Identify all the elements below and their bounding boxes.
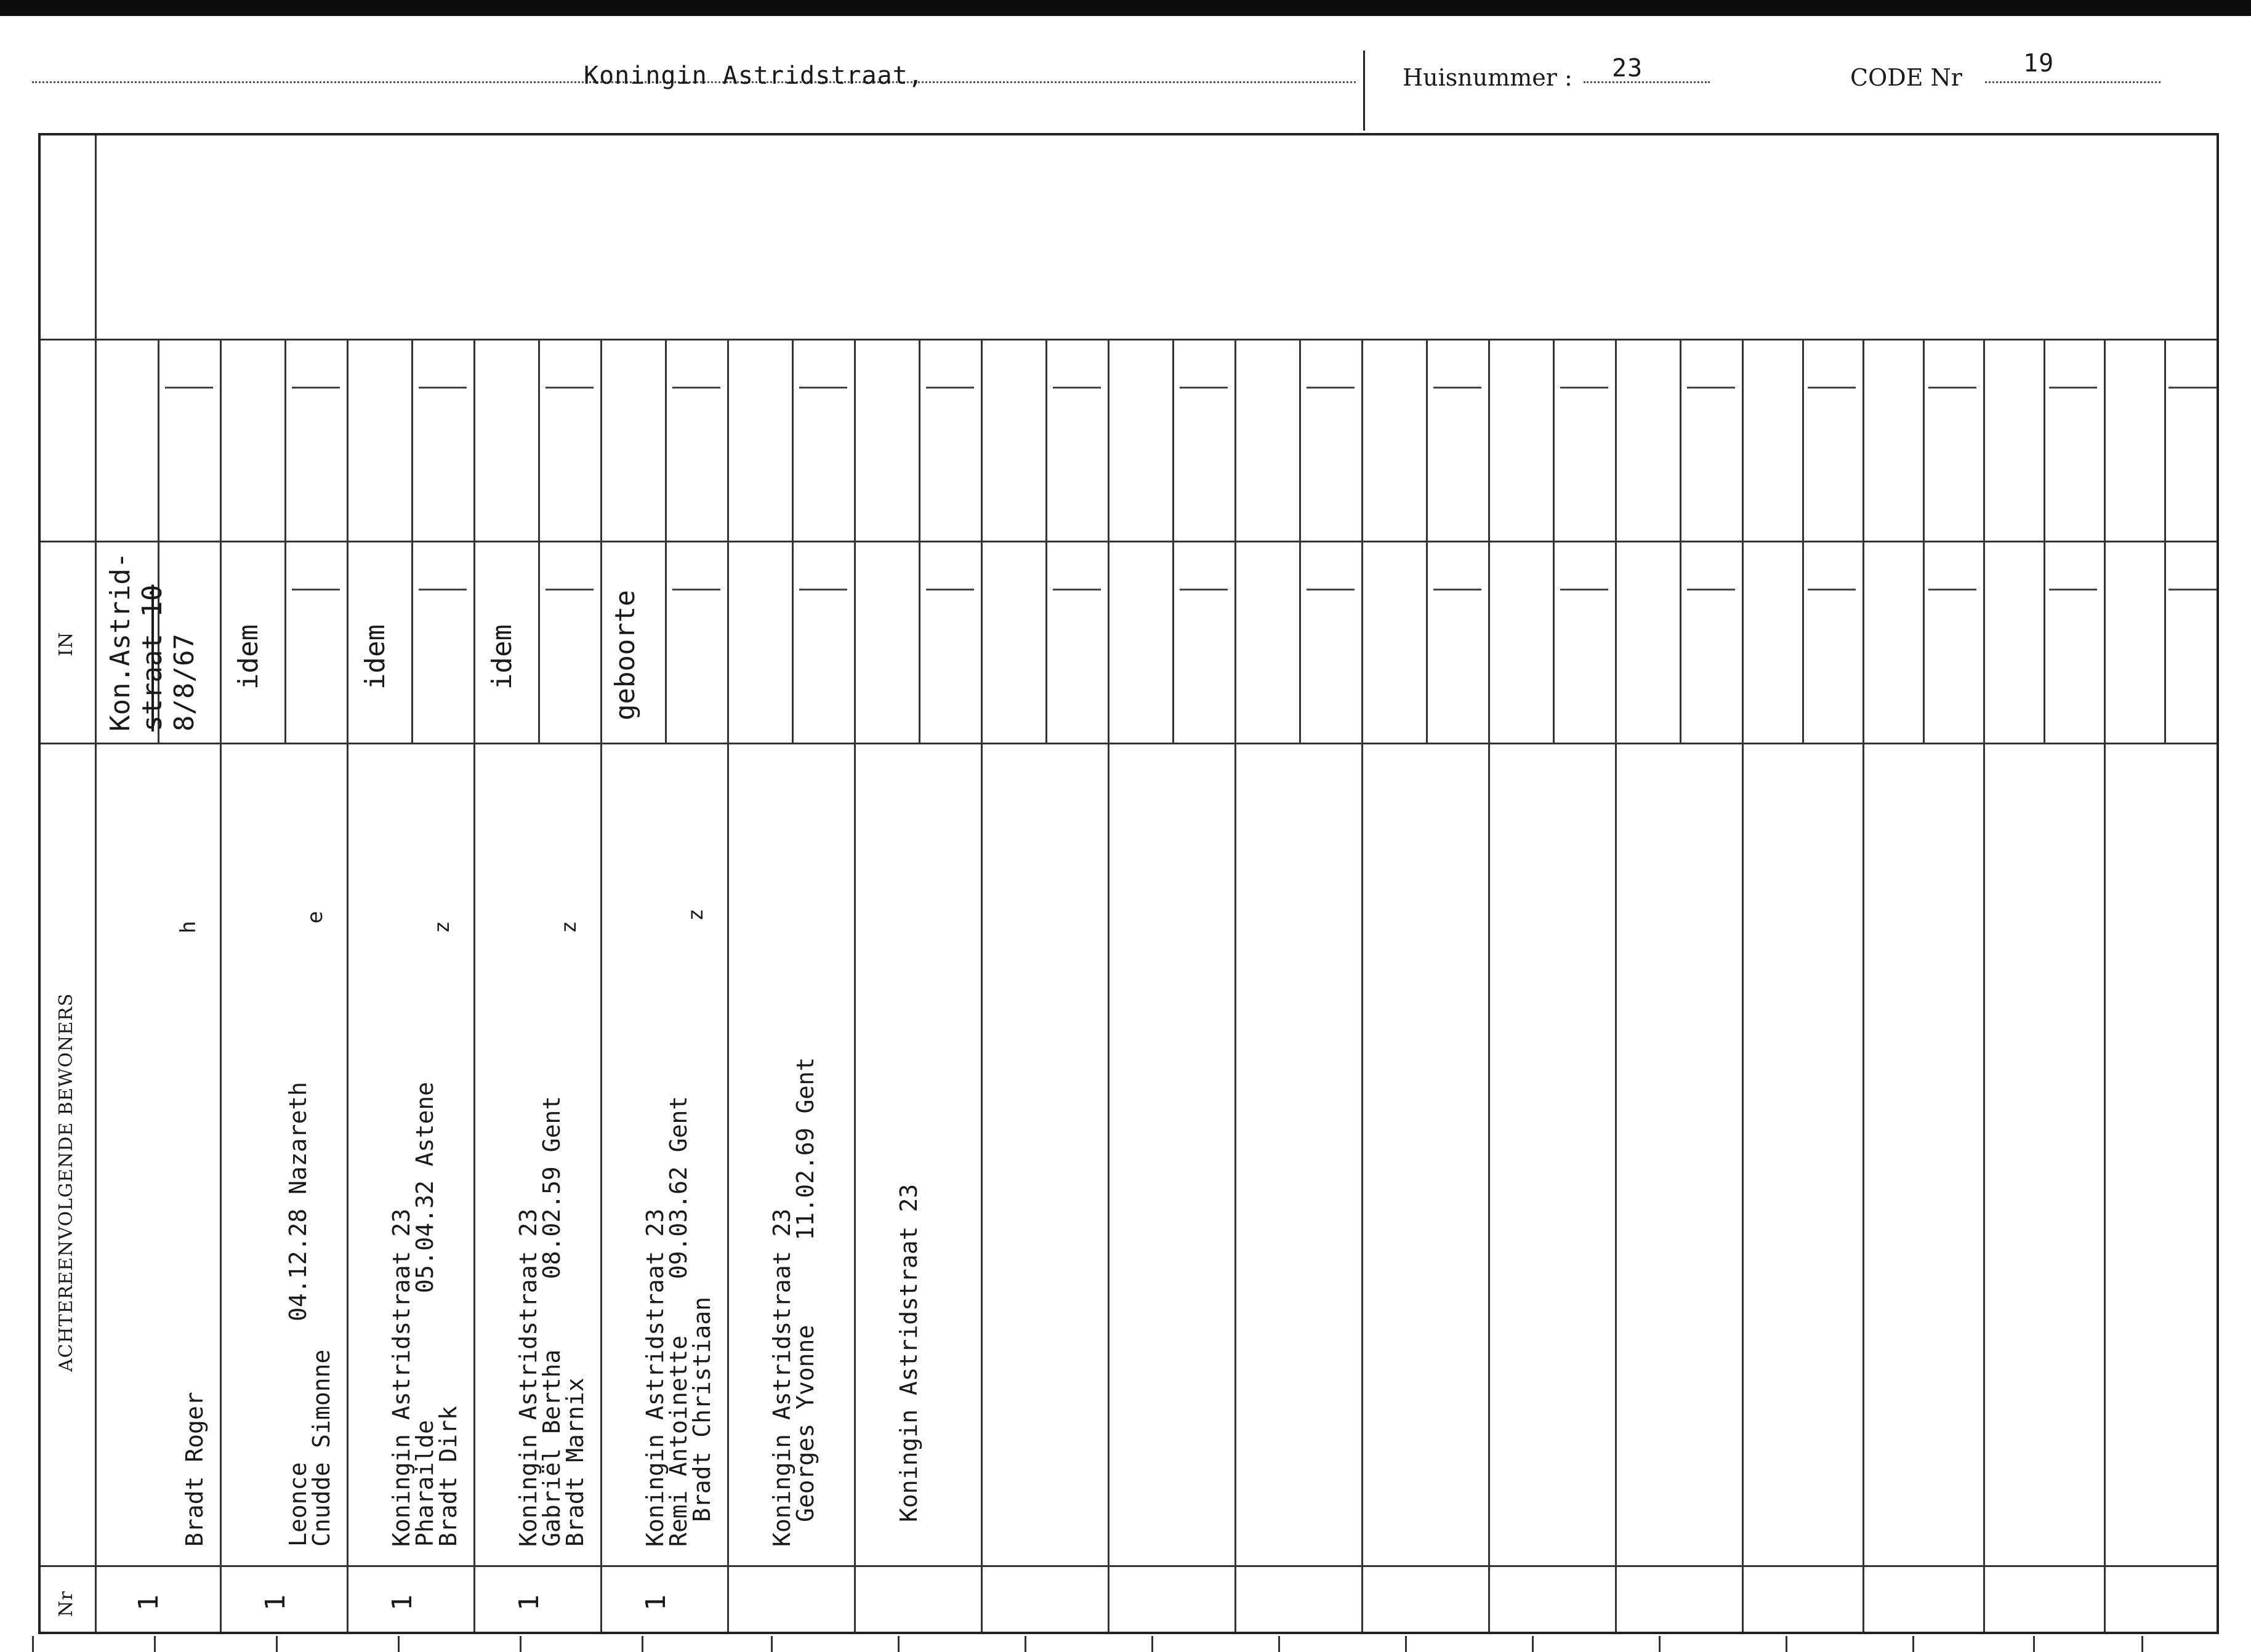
dash-mark bbox=[546, 387, 594, 389]
dash-mark bbox=[1180, 589, 1228, 590]
record-5-nr: 1 bbox=[640, 1594, 672, 1611]
col-line bbox=[1361, 339, 1363, 1632]
col-line bbox=[1108, 339, 1109, 1632]
bottom-tick bbox=[771, 1636, 773, 1652]
record-4-sex: z bbox=[557, 921, 581, 933]
dash-mark bbox=[1433, 387, 1481, 389]
col-line bbox=[1983, 339, 1985, 1632]
dash-mark bbox=[1053, 589, 1101, 590]
bottom-tick bbox=[898, 1636, 900, 1652]
sub-line bbox=[1426, 339, 1428, 743]
record-1-given-names-birth: Leonce 04.12.28 Nazareth bbox=[284, 1082, 312, 1547]
col-line bbox=[1234, 339, 1236, 1632]
sub-line bbox=[1923, 339, 1925, 743]
bottom-tick bbox=[1659, 1636, 1661, 1652]
bottom-tick bbox=[1786, 1636, 1787, 1652]
street-value: Koningin Astridstraat, bbox=[584, 62, 924, 90]
dash-mark bbox=[1687, 589, 1735, 590]
dash-mark bbox=[419, 387, 467, 389]
in-top-line bbox=[41, 541, 2217, 542]
record-5-in: geboorte bbox=[610, 590, 641, 720]
register-grid bbox=[38, 133, 2219, 1634]
dash-mark bbox=[1687, 387, 1735, 389]
bottom-tick bbox=[1025, 1636, 1026, 1652]
record-1-in-line3: 8/8/67 bbox=[169, 634, 200, 731]
code-value: 19 bbox=[2023, 49, 2055, 78]
record-3-address: Koningin Astridstraat 23 bbox=[642, 1208, 669, 1547]
bottom-tick bbox=[520, 1636, 521, 1652]
record-2-sex: e bbox=[303, 911, 328, 924]
bottom-tick bbox=[2141, 1636, 2143, 1652]
dash-mark bbox=[926, 387, 974, 389]
dash-mark bbox=[1928, 589, 1976, 590]
bottom-tick bbox=[1405, 1636, 1407, 1652]
record-4-given-names-birth: Remi Antoinette 09.03.62 Gent bbox=[665, 1095, 692, 1547]
sub-line bbox=[919, 339, 920, 743]
record-2-in: idem bbox=[233, 624, 264, 690]
col-line bbox=[1862, 339, 1864, 1632]
house-number-value: 23 bbox=[1612, 54, 1643, 83]
record-1-name: Bradt Roger bbox=[181, 1392, 208, 1547]
dash-mark bbox=[1808, 589, 1856, 590]
top-border-bar bbox=[0, 0, 2251, 16]
column-label-residents: ACHTEREENVOLGENDE BEWONERS bbox=[55, 993, 77, 1372]
sub-line bbox=[411, 339, 413, 743]
dash-mark bbox=[926, 589, 974, 590]
bottom-tick bbox=[32, 1636, 34, 1652]
record-5-sex: z bbox=[683, 908, 708, 921]
record-5-resident bbox=[616, 1057, 995, 1522]
sub-line bbox=[284, 339, 286, 743]
label-column-line bbox=[95, 135, 97, 1632]
sub-line bbox=[1172, 339, 1174, 743]
col-line bbox=[1742, 339, 1744, 1632]
house-number-label: Huisnummer : bbox=[1403, 64, 1572, 91]
record-4-in: idem bbox=[486, 624, 518, 690]
bottom-tick bbox=[1151, 1636, 1153, 1652]
dash-mark bbox=[1307, 589, 1355, 590]
bottom-tick bbox=[276, 1636, 278, 1652]
bottom-tick bbox=[1912, 1636, 1914, 1652]
dash-mark bbox=[1560, 387, 1608, 389]
sub-line bbox=[538, 339, 540, 743]
record-2-address: Koningin Astridstraat 23 bbox=[515, 1208, 542, 1547]
record-3-given-names-birth: Gabriël Bertha 08.02.59 Gent bbox=[538, 1095, 565, 1547]
sub-line bbox=[1045, 339, 1047, 743]
dash-mark bbox=[2049, 387, 2097, 389]
record-4-name: Bradt Marnix bbox=[562, 1377, 589, 1547]
record-3-nr: 1 bbox=[387, 1594, 418, 1611]
sub-line bbox=[2044, 339, 2045, 743]
sub-line bbox=[1553, 339, 1555, 743]
sub-line bbox=[1680, 339, 1681, 743]
dash-mark bbox=[799, 387, 847, 389]
column-label-nr: Nr bbox=[55, 1590, 77, 1617]
record-1-address: Koningin Astridstraat 23 bbox=[388, 1208, 415, 1547]
dash-mark bbox=[2168, 387, 2217, 389]
bottom-tick bbox=[398, 1636, 400, 1652]
dash-mark bbox=[672, 387, 720, 389]
dash-mark bbox=[165, 387, 213, 389]
dash-mark bbox=[799, 589, 847, 590]
sub-line bbox=[1299, 339, 1301, 743]
bottom-tick bbox=[2033, 1636, 2035, 1652]
dash-mark bbox=[1808, 387, 1856, 389]
col-line bbox=[1488, 339, 1490, 1632]
record-3-sex: z bbox=[430, 921, 454, 933]
code-dotted-line bbox=[1985, 81, 2160, 83]
house-number-dotted-line bbox=[1584, 81, 1710, 83]
uit-top-line bbox=[41, 339, 2217, 340]
code-label: CODE Nr bbox=[1850, 64, 1962, 91]
bottom-tick bbox=[1278, 1636, 1280, 1652]
record-1-in bbox=[105, 552, 201, 731]
record-5-name: Bradt Christiaan bbox=[688, 1296, 715, 1522]
record-5-given-names-birth: Georges Yvonne 11.02.69 Gent bbox=[792, 1057, 819, 1522]
record-2-name: Cnudde Simonne bbox=[308, 1349, 335, 1547]
sub-line bbox=[2164, 339, 2166, 743]
nr-top-line bbox=[41, 1565, 2217, 1567]
dash-mark bbox=[292, 589, 340, 590]
record-4-nr: 1 bbox=[513, 1594, 545, 1611]
column-label-in: IN bbox=[55, 631, 77, 656]
record-5-address: Koningin Astridstraat 23 bbox=[895, 1183, 922, 1522]
bottom-tick bbox=[1532, 1636, 1534, 1652]
record-1-in-line2: straat 10 bbox=[137, 584, 168, 731]
record-1-sex: h bbox=[176, 921, 201, 933]
dash-mark bbox=[1433, 589, 1481, 590]
col-line bbox=[2104, 339, 2106, 1632]
dash-mark bbox=[2049, 589, 2097, 590]
sub-line bbox=[792, 339, 794, 743]
dash-mark bbox=[2168, 589, 2217, 590]
header-separator bbox=[1363, 50, 1365, 131]
bottom-tick bbox=[154, 1636, 156, 1652]
bottom-tick bbox=[642, 1636, 643, 1652]
record-2-nr: 1 bbox=[260, 1594, 291, 1611]
dash-mark bbox=[672, 589, 720, 590]
record-4-address: Koningin Astridstraat 23 bbox=[768, 1208, 795, 1547]
dash-mark bbox=[1560, 589, 1608, 590]
record-3-name: Bradt Dirk bbox=[435, 1406, 462, 1547]
record-1-nr: 1 bbox=[133, 1594, 164, 1611]
dash-mark bbox=[1307, 387, 1355, 389]
record-2-given-names-birth: Pharailde 05.04.32 Astene bbox=[411, 1082, 438, 1547]
sub-line bbox=[665, 339, 667, 743]
record-1-in-line1: Kon.Astrid- bbox=[105, 552, 136, 731]
dash-mark bbox=[1053, 387, 1101, 389]
residents-top-line bbox=[41, 743, 2217, 744]
col-line bbox=[1615, 339, 1617, 1632]
record-3-in: idem bbox=[360, 624, 391, 690]
dash-mark bbox=[292, 387, 340, 389]
dash-mark bbox=[1180, 387, 1228, 389]
dash-mark bbox=[1928, 387, 1976, 389]
dash-mark bbox=[546, 589, 594, 590]
sub-line bbox=[1802, 339, 1804, 743]
dash-mark bbox=[419, 589, 467, 590]
